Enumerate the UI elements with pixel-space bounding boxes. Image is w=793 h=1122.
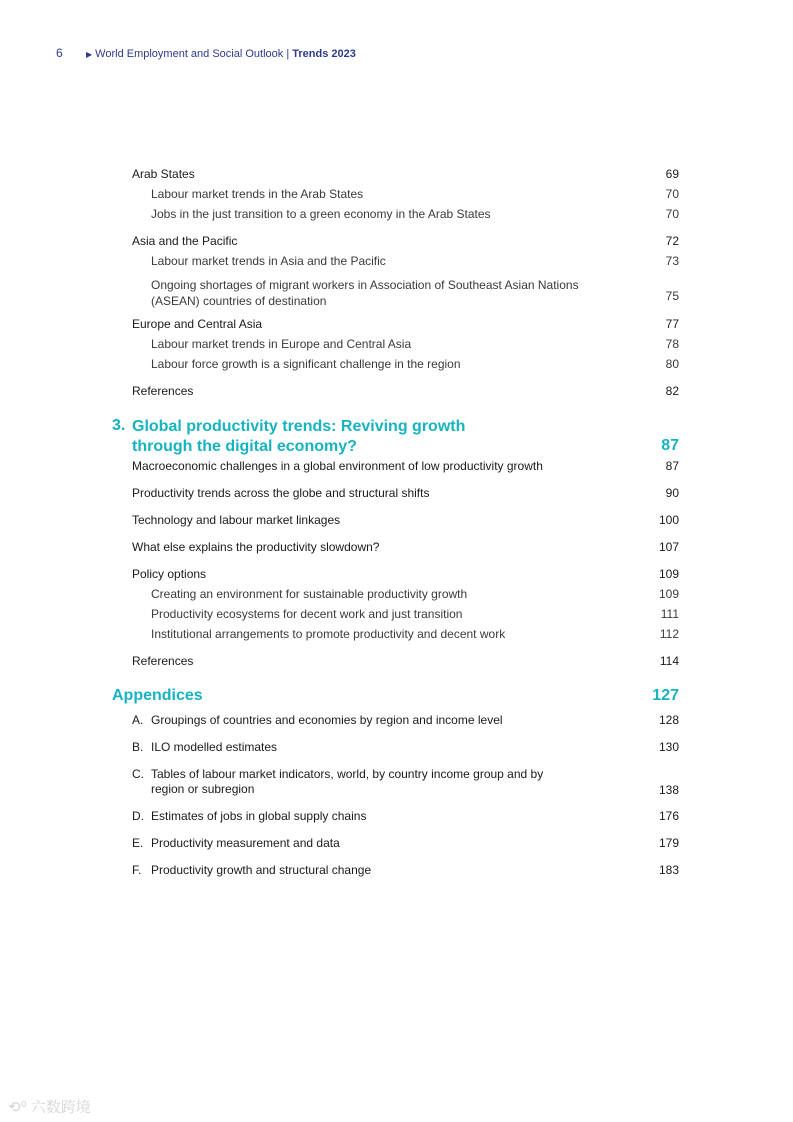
appendix-letter: A. <box>132 713 144 727</box>
toc-entry-page: 130 <box>658 740 679 754</box>
toc-appendix-c[interactable] <box>0 765 793 801</box>
toc-entry-page: 128 <box>658 713 679 727</box>
toc-entry-title: Labour market trends in the Arab States <box>151 187 364 201</box>
appendix-letter: B. <box>132 740 144 754</box>
toc-subentry-arab-green[interactable] <box>0 206 793 226</box>
toc-entry-title: What else explains the productivity slowdown? <box>132 540 380 554</box>
toc-entry-page: 176 <box>658 809 679 823</box>
chapter-number: 3. <box>112 417 126 434</box>
toc-subentry-policy-environment[interactable] <box>0 586 793 606</box>
toc-subentry-policy-ecosystems[interactable] <box>0 606 793 626</box>
toc-subentry-asia-trends[interactable] <box>0 253 793 273</box>
toc-entry-page: 72 <box>665 234 679 248</box>
toc-chapter-3[interactable] <box>0 413 793 457</box>
toc-entry-references[interactable] <box>0 382 793 403</box>
toc-entry-page: 82 <box>665 384 679 398</box>
toc-entry-title: Estimates of jobs in global supply chains <box>151 809 367 823</box>
appendix-letter: E. <box>132 836 144 850</box>
watermark-logo-icon: ⟲⁰ <box>8 1099 27 1116</box>
triangle-bullet-icon: ▶ <box>86 50 93 59</box>
toc-entry-page: 73 <box>665 254 679 268</box>
toc-entry-title: Labour force growth is a significant challenge in the region <box>151 357 461 371</box>
toc-entry-technology[interactable] <box>0 511 793 532</box>
publication-title: World Employment and Social Outlook <box>95 48 284 60</box>
toc-subentry-arab-trends[interactable] <box>0 186 793 206</box>
toc-entry-title: Labour market trends in Europe and Central Asia <box>151 337 412 351</box>
toc-entry-page: 111 <box>660 607 679 621</box>
watermark-text: 六数跨境 <box>30 1099 91 1116</box>
toc-subentry-europe-trends[interactable] <box>0 336 793 356</box>
toc-entry-title: Groupings of countries and economies by region and income level <box>151 713 503 727</box>
appendices-page: 127 <box>652 687 679 704</box>
toc-appendix-e[interactable] <box>0 834 793 855</box>
toc-subentry-europe-labour[interactable] <box>0 356 793 376</box>
toc-entry-title: Labour market trends in Asia and the Pacific <box>151 254 386 268</box>
edition-title: Trends 2023 <box>292 48 356 60</box>
toc-entry-page: 87 <box>665 459 679 473</box>
toc-entry-page: 107 <box>658 540 679 554</box>
header-separator: | <box>286 48 290 60</box>
toc-entry-page: 75 <box>665 289 679 303</box>
toc-entry-page: 109 <box>658 587 679 601</box>
toc-appendix-f[interactable] <box>0 861 793 882</box>
toc-entry-title: Productivity measurement and data <box>151 836 340 850</box>
toc-appendix-d[interactable] <box>0 807 793 828</box>
toc-entry-page: 112 <box>659 627 679 641</box>
appendix-letter: F. <box>132 863 142 877</box>
toc-entry-title: Productivity trends across the globe and structural shifts <box>132 486 430 500</box>
toc-entry-page: 138 <box>658 783 679 797</box>
toc-entry-references[interactable] <box>0 652 793 673</box>
toc-entry-title: Productivity ecosystems for decent work and just transition <box>151 607 463 621</box>
toc-appendix-a[interactable] <box>0 711 793 732</box>
toc-entry-title: Productivity growth and structural change <box>151 863 372 877</box>
toc-entry-title: Macroeconomic challenges in a global environment of low productivity growth <box>132 459 543 473</box>
chapter-page: 87 <box>661 437 679 454</box>
toc-entry-page: 70 <box>665 187 679 201</box>
toc-entry-page: 109 <box>658 567 679 581</box>
toc-entry-title: ILO modelled estimates <box>151 740 278 754</box>
toc-entry-page: 77 <box>665 317 679 331</box>
toc-entry-title: Technology and labour market linkages <box>132 513 341 527</box>
appendix-letter: C. <box>132 767 144 781</box>
toc-entry-title: Europe and Central Asia <box>132 317 263 331</box>
toc-entry-page: 179 <box>658 836 679 850</box>
toc-entry-title: Arab States <box>132 167 195 181</box>
toc-entry-title: Creating an environment for sustainable productivity growth <box>151 587 468 601</box>
toc-entry-europe-central-asia[interactable] <box>0 315 793 336</box>
toc-appendix-b[interactable] <box>0 738 793 759</box>
toc-entry-title: References <box>132 654 194 668</box>
toc-entry-page: 114 <box>659 654 679 668</box>
toc-subentry-policy-institutional[interactable] <box>0 626 793 646</box>
toc-entry-title: Jobs in the just transition to a green economy in the Arab States <box>151 207 491 221</box>
toc-entry-slowdown[interactable] <box>0 538 793 559</box>
toc-entry-title: Policy options <box>132 567 207 581</box>
toc-entry-policy-options[interactable] <box>0 565 793 586</box>
toc-entry-page: 100 <box>658 513 679 527</box>
page-number: 6 <box>56 46 63 60</box>
toc-entry-productivity-trends[interactable] <box>0 484 793 505</box>
toc-entry-page: 78 <box>665 337 679 351</box>
appendices-title: Appendices <box>112 687 203 704</box>
toc-entry-page: 183 <box>658 863 679 877</box>
watermark <box>8 1096 91 1117</box>
toc-entry-asia-pacific[interactable] <box>0 232 793 253</box>
toc-appendices[interactable] <box>0 683 793 711</box>
toc-subentry-asia-migrant[interactable] <box>0 273 793 309</box>
running-header <box>56 46 356 60</box>
table-of-contents <box>0 165 793 882</box>
toc-entry-arab-states[interactable] <box>0 165 793 186</box>
toc-entry-title: Ongoing shortages of migrant workers in Association of Southeast Asian Nations (ASEAN) countries of destination <box>151 278 579 308</box>
toc-entry-page: 90 <box>665 486 679 500</box>
toc-entry-title: References <box>132 384 194 398</box>
chapter-title: Global productivity trends: Reviving growth through the digital economy? <box>132 418 466 455</box>
toc-entry-macroeconomic[interactable] <box>0 457 793 478</box>
appendix-letter: D. <box>132 809 144 823</box>
toc-entry-title: Institutional arrangements to promote productivity and decent work <box>151 627 506 641</box>
toc-entry-title: Asia and the Pacific <box>132 234 238 248</box>
toc-entry-title: Tables of labour market indicators, world, by country income group and by region or subregion <box>151 767 544 796</box>
toc-entry-page: 80 <box>665 357 679 371</box>
toc-entry-page: 70 <box>665 207 679 221</box>
toc-entry-page: 69 <box>665 167 679 181</box>
